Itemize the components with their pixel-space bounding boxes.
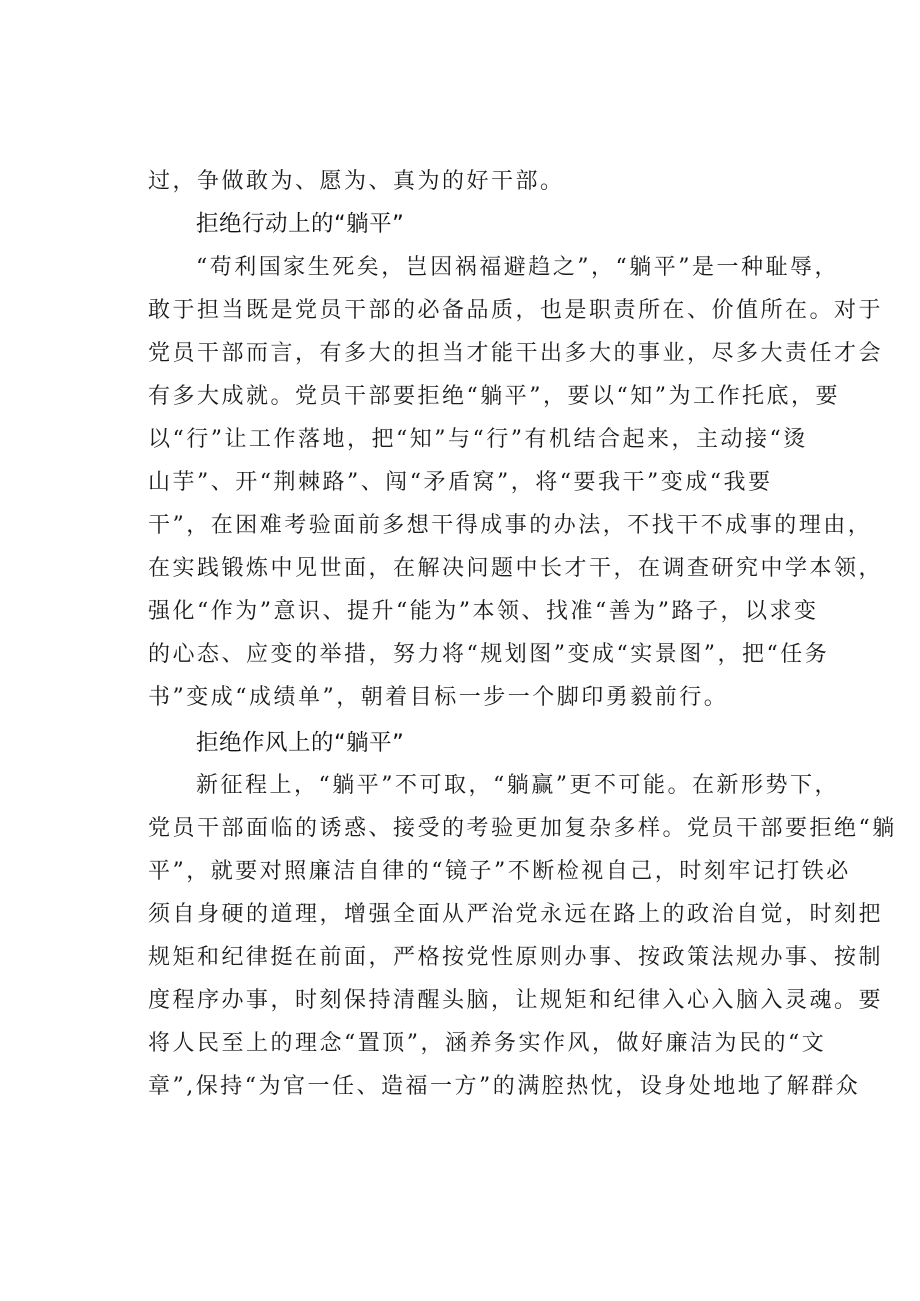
paragraph-line: 的心态、应变的举措，努力将“规划图”变成“实景图”，把“任务 [148, 642, 830, 667]
paragraph-line: 山芋”、开“荆棘路”、闯“矛盾窝”，将“要我干”变成“我要 [148, 470, 773, 495]
paragraph-line: 将人民至上的理念“置顶”，涵养务实作风，做好廉洁为民的“文 [148, 1031, 827, 1056]
paragraph-line: 干”，在困难考验面前多想干得成事的办法，不找干不成事的理由， [148, 513, 873, 538]
section-heading: 拒绝行动上的“躺平” [196, 211, 405, 237]
paragraph-line: “苟利国家生死矣，岂因祸福避趋之”，“躺平”是一种耻辱， [196, 255, 839, 280]
paragraph-line: 党员干部面临的诱惑、接受的考验更加复杂多样。党员干部要拒绝“躺 [148, 816, 897, 841]
paragraph-line: 党员干部而言，有多大的担当才能干出多大的事业，尽多大责任才会 [148, 341, 884, 366]
paragraph-line: 有多大成就。党员干部要拒绝“躺平”，要以“知”为工作托底，要 [148, 384, 840, 409]
paragraph-line: 章”,保持“为官一任、造福一方”的满腔热忱，设身处地地了解群众 [148, 1074, 861, 1099]
paragraph-line: 以“行”让工作落地，把“知”与“行”有机结合起来，主动接“烫 [148, 427, 808, 452]
paragraph-line: 度程序办事，时刻保持清醒头脑，让规矩和纪律入心入脑入灵魂。要 [148, 988, 884, 1013]
paragraph-line: 过，争做敢为、愿为、真为的好干部。 [148, 169, 565, 194]
paragraph-line: 新征程上，“躺平”不可取，“躺赢”更不可能。在新形势下， [196, 773, 839, 798]
paragraph-line: 须自身硬的道理，增强全面从严治党永远在路上的政治自觉，时刻把 [148, 902, 884, 927]
paragraph-line: 敢于担当既是党员干部的必备品质，也是职责所在、价值所在。对于 [148, 298, 884, 323]
paragraph-line: 平”，就要对照廉洁自律的“镜子”不断检视自己，时刻牢记打铁必 [148, 859, 851, 884]
paragraph-line: 规矩和纪律挺在前面，严格按党性原则办事、按政策法规办事、按制 [148, 945, 884, 970]
paragraph-line: 在实践锻炼中见世面，在解决问题中长才干，在调查研究中学本领， [148, 556, 884, 581]
section-heading: 拒绝作风上的“躺平” [196, 730, 405, 756]
paragraph-line: 强化“作为”意识、提升“能为”本领、找准“善为”路子，以求变 [148, 599, 819, 624]
paragraph-line: 书”变成“成绩单”，朝着目标一步一个脚印勇毅前行。 [148, 685, 729, 710]
